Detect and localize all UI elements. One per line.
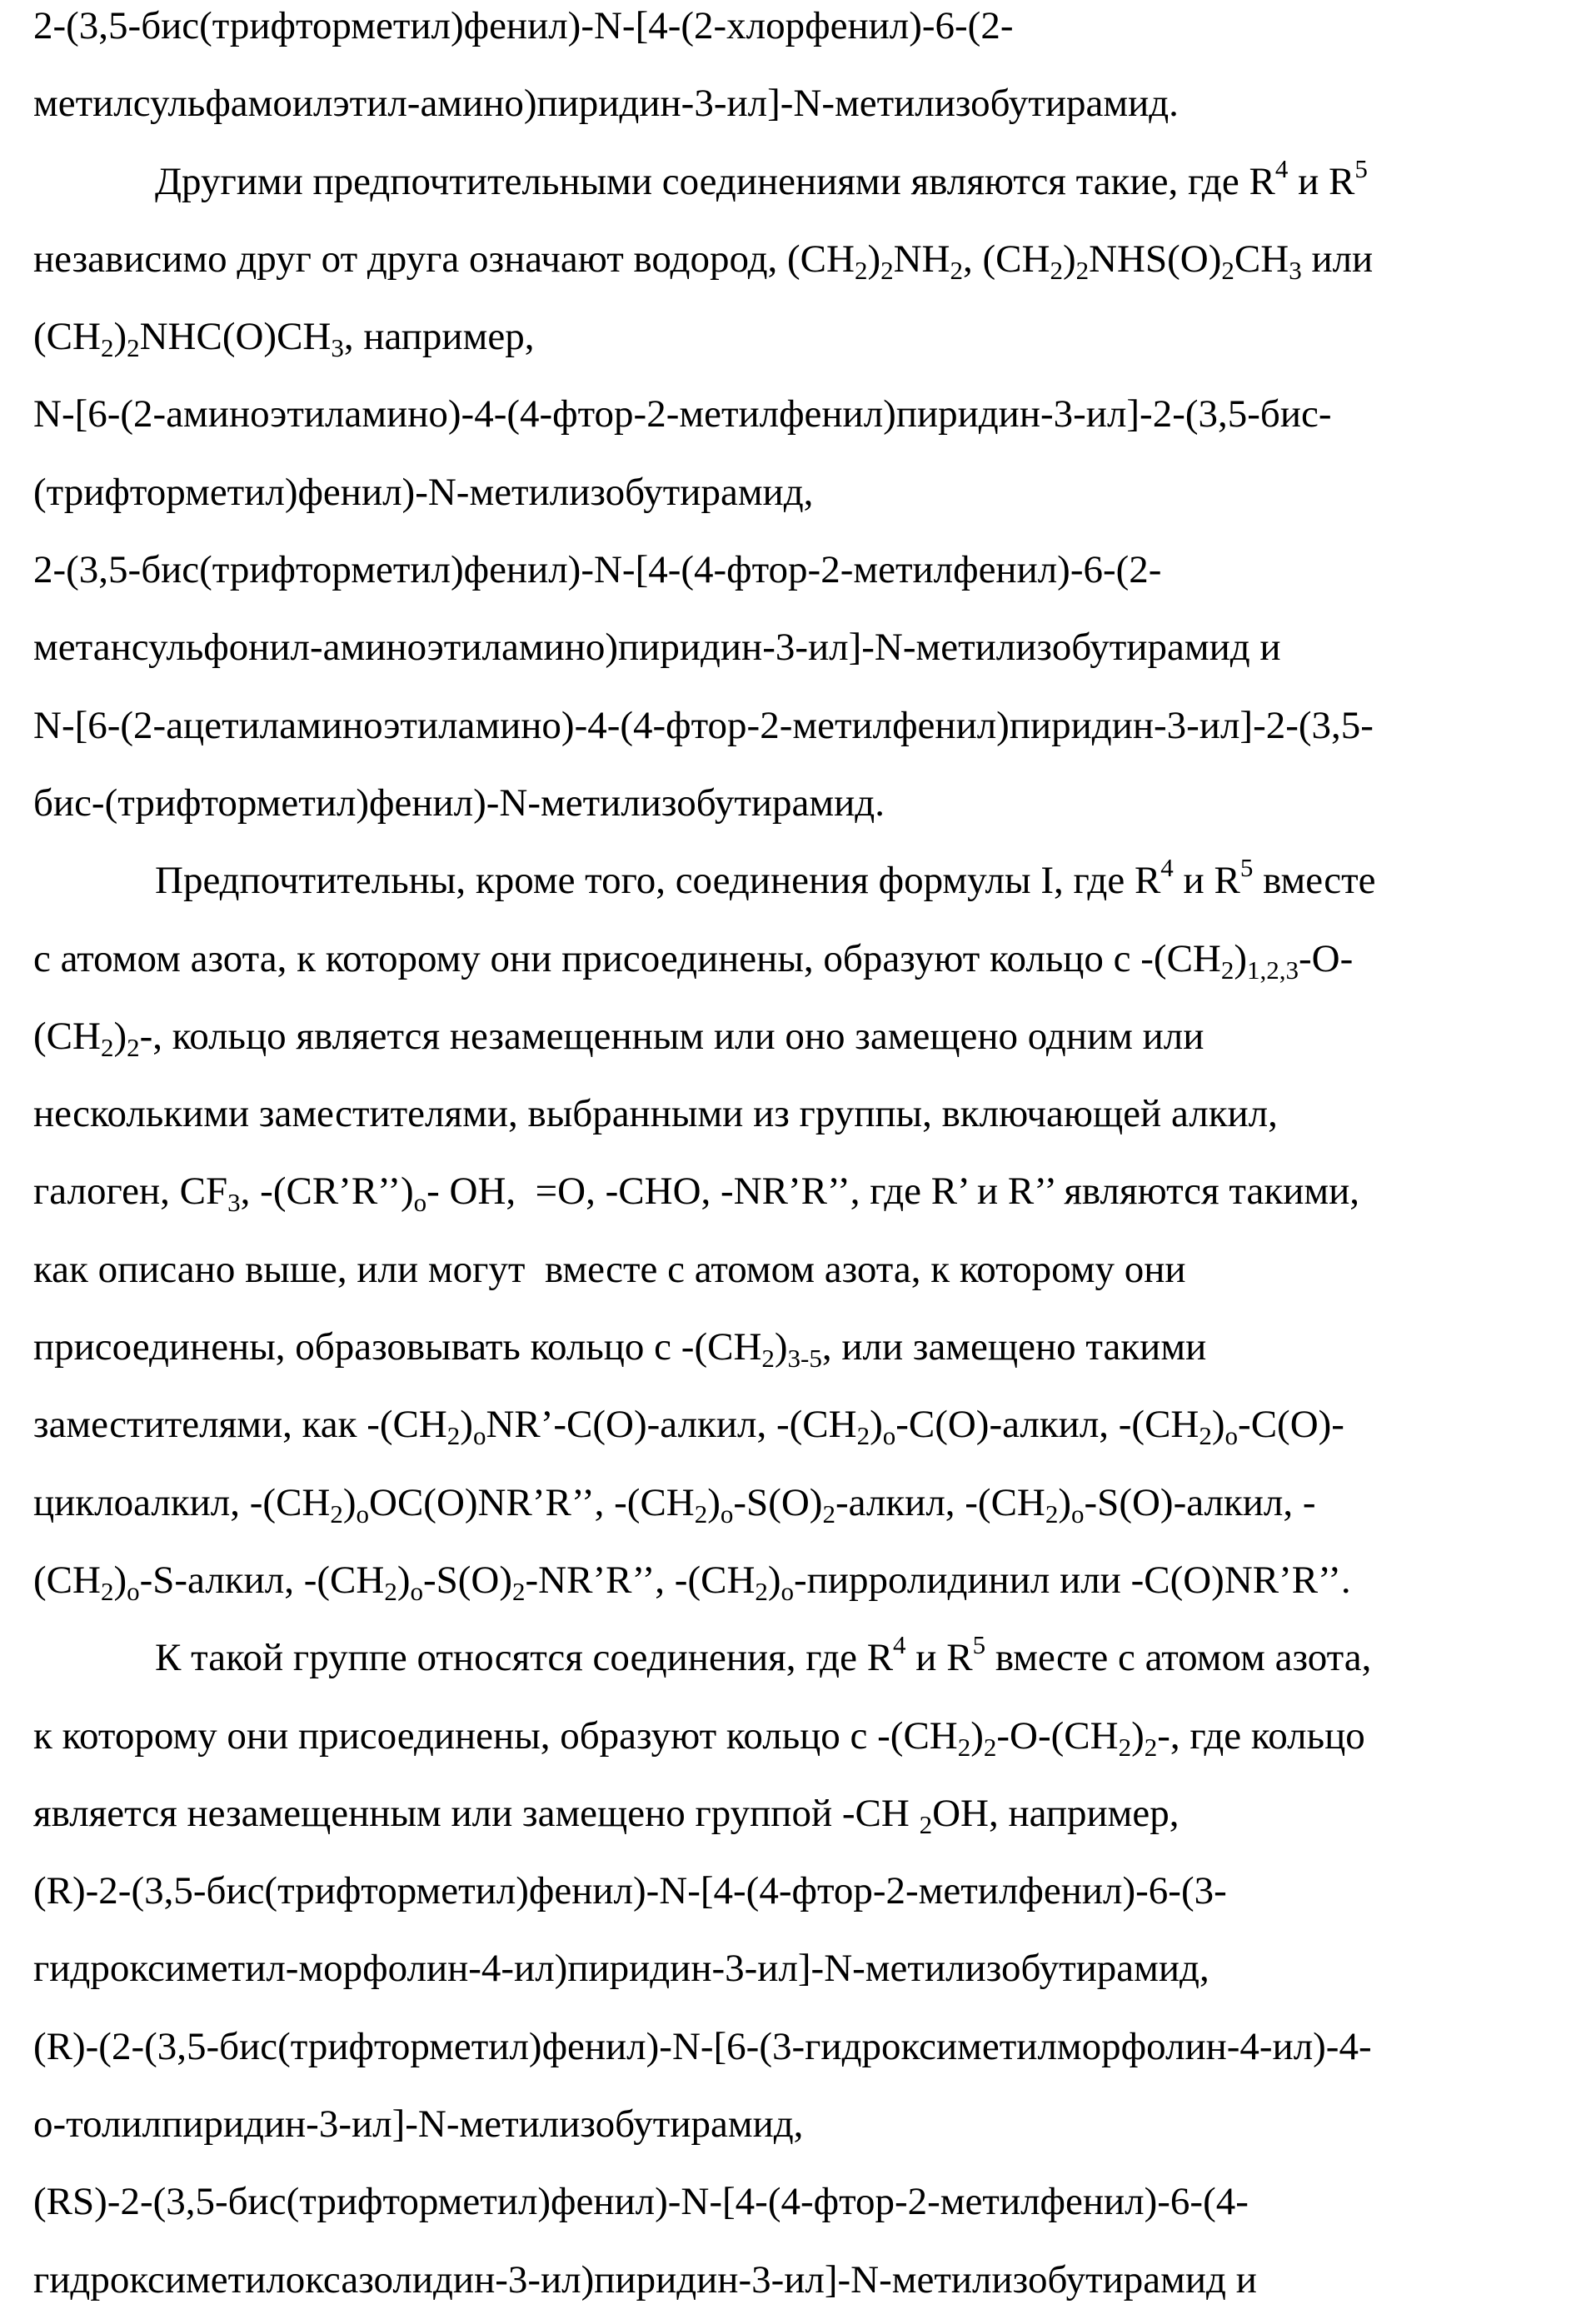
text-run: присоединены, образовывать кольцо с -(CH [33, 1325, 761, 1369]
subscript: 3 [331, 333, 344, 362]
text-run: ) [1058, 1481, 1071, 1524]
text-run: или [1302, 237, 1374, 281]
text-run: -C(O)-алкил, -(CH [895, 1403, 1199, 1446]
subscript: 2 [1050, 256, 1063, 285]
superscript: 4 [1160, 853, 1174, 882]
text-run: -S(O) [733, 1481, 822, 1524]
text-line [33, 2086, 1579, 2163]
text-run: и R [1288, 160, 1354, 203]
subscript: 2 [1199, 1421, 1212, 1450]
text-run: NH [894, 237, 950, 281]
subscript: 3 [1289, 256, 1302, 285]
text-run: -алкил, -(CH [835, 1481, 1045, 1524]
superscript: 4 [1275, 154, 1289, 183]
text-run: ) [1212, 1403, 1225, 1446]
text-run: NR’-C(O)-алкил, -(CH [486, 1403, 856, 1446]
text-run: ) [397, 1558, 411, 1602]
text-line [33, 609, 1579, 686]
text-run: 2-(3,5-бис(трифторметил)фенил)-N-[4-(2-хлорфенил)-6-(2- [33, 4, 1013, 47]
text-run: -S(O)-алкил, - [1085, 1481, 1316, 1524]
text-run: ) [775, 1325, 788, 1369]
subscript: 3 [227, 1188, 241, 1217]
text-line [33, 1775, 1579, 1853]
text-line [33, 298, 1579, 376]
text-run: (CH [33, 1015, 101, 1058]
text-run: и R [906, 1636, 973, 1679]
text-line [33, 0, 1579, 65]
text-run: ) [460, 1403, 473, 1446]
subscript: 2 [695, 1499, 708, 1529]
subscript: 2 [1076, 256, 1090, 285]
text-line [33, 1309, 1579, 1386]
subscript: 2 [127, 1033, 140, 1062]
subscript: 2 [958, 1733, 971, 1762]
text-line [33, 531, 1579, 609]
superscript: 4 [893, 1630, 906, 1659]
text-line [33, 920, 1579, 998]
subscript: 2 [880, 256, 894, 285]
subscript: 2 [330, 1499, 343, 1529]
text-line [33, 2008, 1579, 2086]
subscript: 2 [984, 1733, 997, 1762]
text-run: бис-(трифторметил)фенил)-N-метилизобутирамид. [33, 781, 885, 825]
text-line [33, 2163, 1579, 2241]
text-run: ) [1063, 237, 1076, 281]
text-run: N-[6-(2-аминоэтиламино)-4-(4-фтор-2-метилфенил)пиридин-3-ил]-2-(3,5-бис- [33, 392, 1331, 436]
text-run: Другими предпочтительными соединениями являются такие, где R [155, 160, 1275, 203]
subscript: 2 [1045, 1499, 1059, 1529]
text-line [33, 1930, 1579, 2007]
text-line [33, 65, 1579, 142]
text-run: (RS)-2-(3,5-бис(трифторметил)фенил)-N-[4-(4-фтор-2-метилфенил)-6-(4- [33, 2180, 1249, 2223]
text-run: независимо друг от друга означают водород, (CH [33, 237, 855, 281]
text-run: -, где кольцо [1157, 1714, 1364, 1758]
paragraph-first-line [33, 1619, 1579, 1697]
subscript: 2 [761, 1344, 775, 1373]
text-run: -пирролидинил или -C(O)NR’R’’. [794, 1558, 1351, 1602]
subscript: 2 [950, 256, 964, 285]
text-run: N-[6-(2-ацетиламиноэтиламино)-4-(4-фтор-2-метилфенил)пиридин-3-ил]-2-(3,5- [33, 704, 1374, 747]
text-run: метансульфонил-аминоэтиламино)пиридин-3-ил]-N-метилизобутирамид и [33, 626, 1281, 669]
text-run: -S(O) [423, 1558, 512, 1602]
text-line [33, 1231, 1579, 1309]
subscript: 2 [384, 1577, 397, 1606]
text-run: галоген, CF [33, 1169, 227, 1213]
subscript: o [781, 1577, 795, 1606]
text-run: заместителями, как -(CH [33, 1403, 447, 1446]
text-run: -C(O)- [1238, 1403, 1344, 1446]
text-line [33, 1153, 1579, 1230]
text-line [33, 998, 1579, 1075]
subscript: o [721, 1499, 734, 1529]
text-run: -O-(CH [996, 1714, 1118, 1758]
subscript: 2 [447, 1421, 461, 1450]
text-run: -NR’R’’, -(CH [526, 1558, 756, 1602]
subscript: 2 [822, 1499, 835, 1529]
text-run: ) [707, 1481, 721, 1524]
text-run: -O- [1299, 937, 1353, 980]
subscript: o [127, 1577, 140, 1606]
text-run: ) [113, 315, 127, 358]
text-line [33, 1464, 1579, 1542]
text-run: CH [1234, 237, 1289, 281]
text-run: вместе с атомом азота, [985, 1636, 1371, 1679]
text-run: ) [1234, 937, 1247, 980]
subscript: 2 [1221, 955, 1234, 985]
text-run: о-толилпиридин-3-ил]-N-метилизобутирамид, [33, 2102, 803, 2146]
subscript: 2 [512, 1577, 526, 1606]
text-run: , например, [344, 315, 535, 358]
text-run: OH, например, [932, 1792, 1179, 1835]
text-run: несколькими заместителями, выбранными из группы, включающей алкил, [33, 1092, 1278, 1135]
text-run: , (CH [963, 237, 1050, 281]
text-run: ) [343, 1481, 357, 1524]
subscript: o [883, 1421, 896, 1450]
text-line [33, 1542, 1579, 1619]
text-run: ) [768, 1558, 781, 1602]
text-run: -S-алкил, -(CH [140, 1558, 385, 1602]
subscript: 2 [127, 333, 140, 362]
text-run: (CH [33, 315, 101, 358]
subscript: 2 [920, 1810, 933, 1839]
text-run: NHS(O) [1089, 237, 1221, 281]
subscript: o [473, 1421, 486, 1450]
text-line [33, 221, 1579, 298]
text-run: ) [970, 1714, 984, 1758]
superscript: 5 [1240, 853, 1254, 882]
paragraph-first-line [33, 842, 1579, 920]
text-run: ) [870, 1403, 883, 1446]
subscript: 2 [1145, 1733, 1158, 1762]
text-line [33, 1075, 1579, 1153]
subscript: o [1071, 1499, 1085, 1529]
text-run: вместе [1253, 859, 1375, 902]
text-run: циклоалкил, -(CH [33, 1481, 330, 1524]
text-run: ) [1131, 1714, 1145, 1758]
subscript: 1,2,3 [1247, 955, 1299, 985]
subscript: 2 [101, 333, 114, 362]
text-run: с атомом азота, к которому они присоединены, образуют кольцо с -(CH [33, 937, 1221, 980]
text-run: (R)-(2-(3,5-бис(трифторметил)фенил)-N-[6-(3-гидроксиметилморфолин-4-ил)-4- [33, 2025, 1372, 2068]
text-run: к которому они присоединены, образуют кольцо с -(CH [33, 1714, 958, 1758]
subscript: 2 [101, 1577, 114, 1606]
subscript: o [410, 1577, 423, 1606]
paragraph-first-line [33, 143, 1579, 221]
subscript: 3-5 [788, 1344, 822, 1373]
subscript: 2 [1119, 1733, 1132, 1762]
text-run: - OH, =O, -CHO, -NR’R’’, где R’ и R’’ являются такими, [426, 1169, 1359, 1213]
subscript: o [414, 1188, 427, 1217]
document-page [33, 0, 1579, 2319]
text-run: OC(O)NR’R’’, -(CH [369, 1481, 695, 1524]
text-line [33, 2242, 1579, 2319]
subscript: 2 [857, 1421, 870, 1450]
text-run: К такой группе относятся соединения, где R [155, 1636, 893, 1679]
text-run: , -(CR’R’’) [241, 1169, 414, 1213]
text-run: как описано выше, или могут вместе с атомом азота, к которому они [33, 1248, 1186, 1291]
text-run: (CH [33, 1558, 101, 1602]
text-run: и R [1174, 859, 1240, 902]
text-run: метилсульфамоилэтил-амино)пиридин-3-ил]-N-метилизобутирамид. [33, 82, 1179, 125]
subscript: 2 [101, 1033, 114, 1062]
text-run: (трифторметил)фенил)-N-метилизобутирамид, [33, 471, 813, 514]
text-line [33, 1386, 1579, 1464]
text-line [33, 1698, 1579, 1775]
text-run: NHC(O)CH [140, 315, 332, 358]
text-run: (R)-2-(3,5-бис(трифторметил)фенил)-N-[4-(4-фтор-2-метилфенил)-6-(3- [33, 1869, 1227, 1913]
superscript: 5 [1354, 154, 1368, 183]
text-line [33, 687, 1579, 765]
subscript: 2 [855, 256, 868, 285]
subscript: o [357, 1499, 370, 1529]
text-run: ) [113, 1558, 127, 1602]
text-run: ) [113, 1015, 127, 1058]
text-line [33, 376, 1579, 453]
subscript: 2 [1221, 256, 1234, 285]
text-run: является незамещенным или замещено группой -CH [33, 1792, 920, 1835]
superscript: 5 [973, 1630, 986, 1659]
text-run: -, кольцо является незамещенным или оно замещено одним или [140, 1015, 1204, 1058]
text-run: 2-(3,5-бис(трифторметил)фенил)-N-[4-(4-фтор-2-метилфенил)-6-(2- [33, 548, 1161, 591]
text-line [33, 1853, 1579, 1930]
text-run: ) [867, 237, 880, 281]
text-line [33, 765, 1579, 842]
text-line [33, 454, 1579, 531]
subscript: o [1225, 1421, 1239, 1450]
text-run: Предпочтительны, кроме того, соединения формулы I, где R [155, 859, 1160, 902]
text-run: гидроксиметилоксазолидин-3-ил)пиридин-3-ил]-N-метилизобутирамид и [33, 2258, 1257, 2302]
text-run: , или замещено такими [822, 1325, 1206, 1369]
text-run: гидроксиметил-морфолин-4-ил)пиридин-3-ил]-N-метилизобутирамид, [33, 1947, 1209, 1990]
subscript: 2 [755, 1577, 768, 1606]
